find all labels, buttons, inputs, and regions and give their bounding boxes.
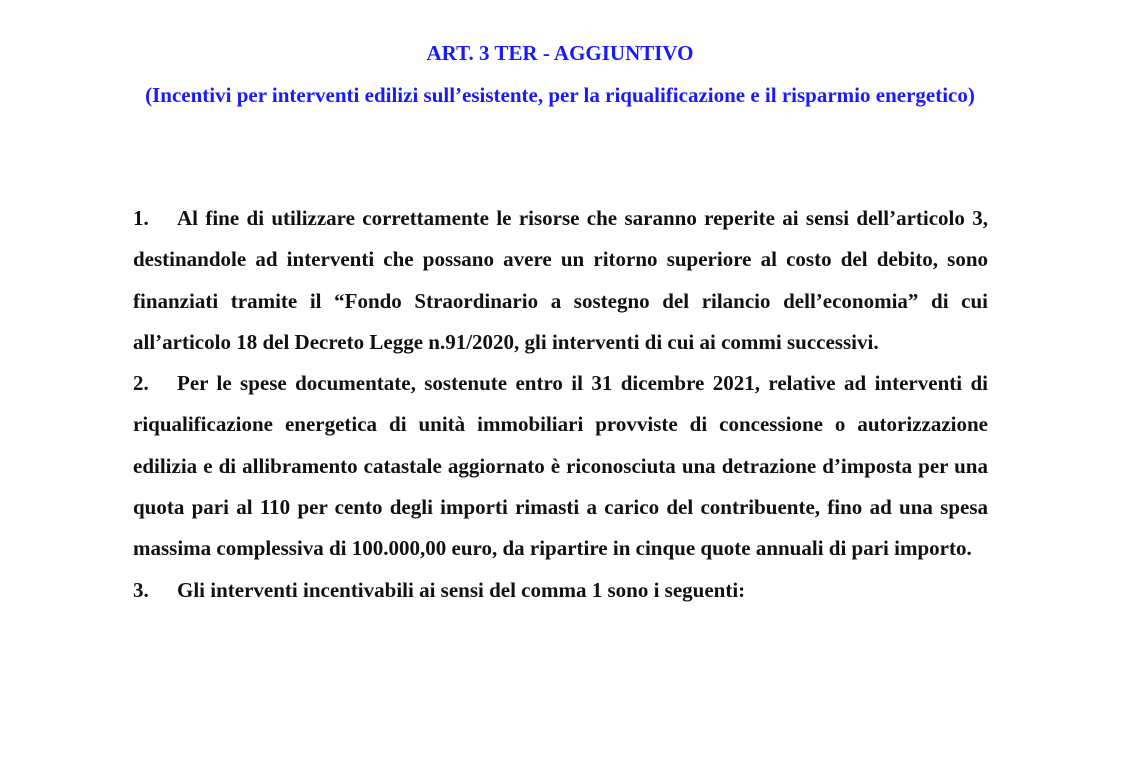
paragraph-number: 2. <box>133 371 149 396</box>
paragraph-number: 3. <box>133 577 149 602</box>
paragraph-3 <box>133 570 988 611</box>
paragraph-number: 1. <box>133 206 149 230</box>
article-body <box>133 198 988 611</box>
paragraph-text: Al fine di utilizzare correttamente le risorse che saranno reperite ai sensi dell’articolo 3, destinandole ad interventi che possano avere un ritorno superiore al costo del debito, sono finanziati tramite il “Fondo Straordinario a sostegno del rilancio dell’economia” di cui all’articolo 18 del Decreto Legge n.91/2020, gli interventi di cui ai commi successivi. <box>133 206 988 354</box>
paragraph-2 <box>133 363 988 569</box>
article-title: ART. 3 TER - AGGIUNTIVO <box>426 41 694 65</box>
paragraph-1 <box>133 198 988 363</box>
paragraph-text: Gli interventi incentivabili ai sensi del comma 1 sono i seguenti: <box>177 577 746 602</box>
paragraph-text: Per le spese documentate, sostenute entro il 31 dicembre 2021, relative ad interventi di riqualificazione energetica di unità immobiliari provviste di concessione o autorizzazione edilizia e di allibramento catastale aggiornato è riconosciuta una detrazione d’imposta per una quota pari al 110 per cento degli importi rimasti a carico del contribuente, fino ad una spesa massima complessiva di 100.000,00 euro, da ripartire in cinque quote annuali di pari importo. <box>133 371 988 561</box>
article-subtitle: (Incentivi per interventi edilizi sull’esistente, per la riqualificazione e il risparmio energetico) <box>145 83 975 107</box>
